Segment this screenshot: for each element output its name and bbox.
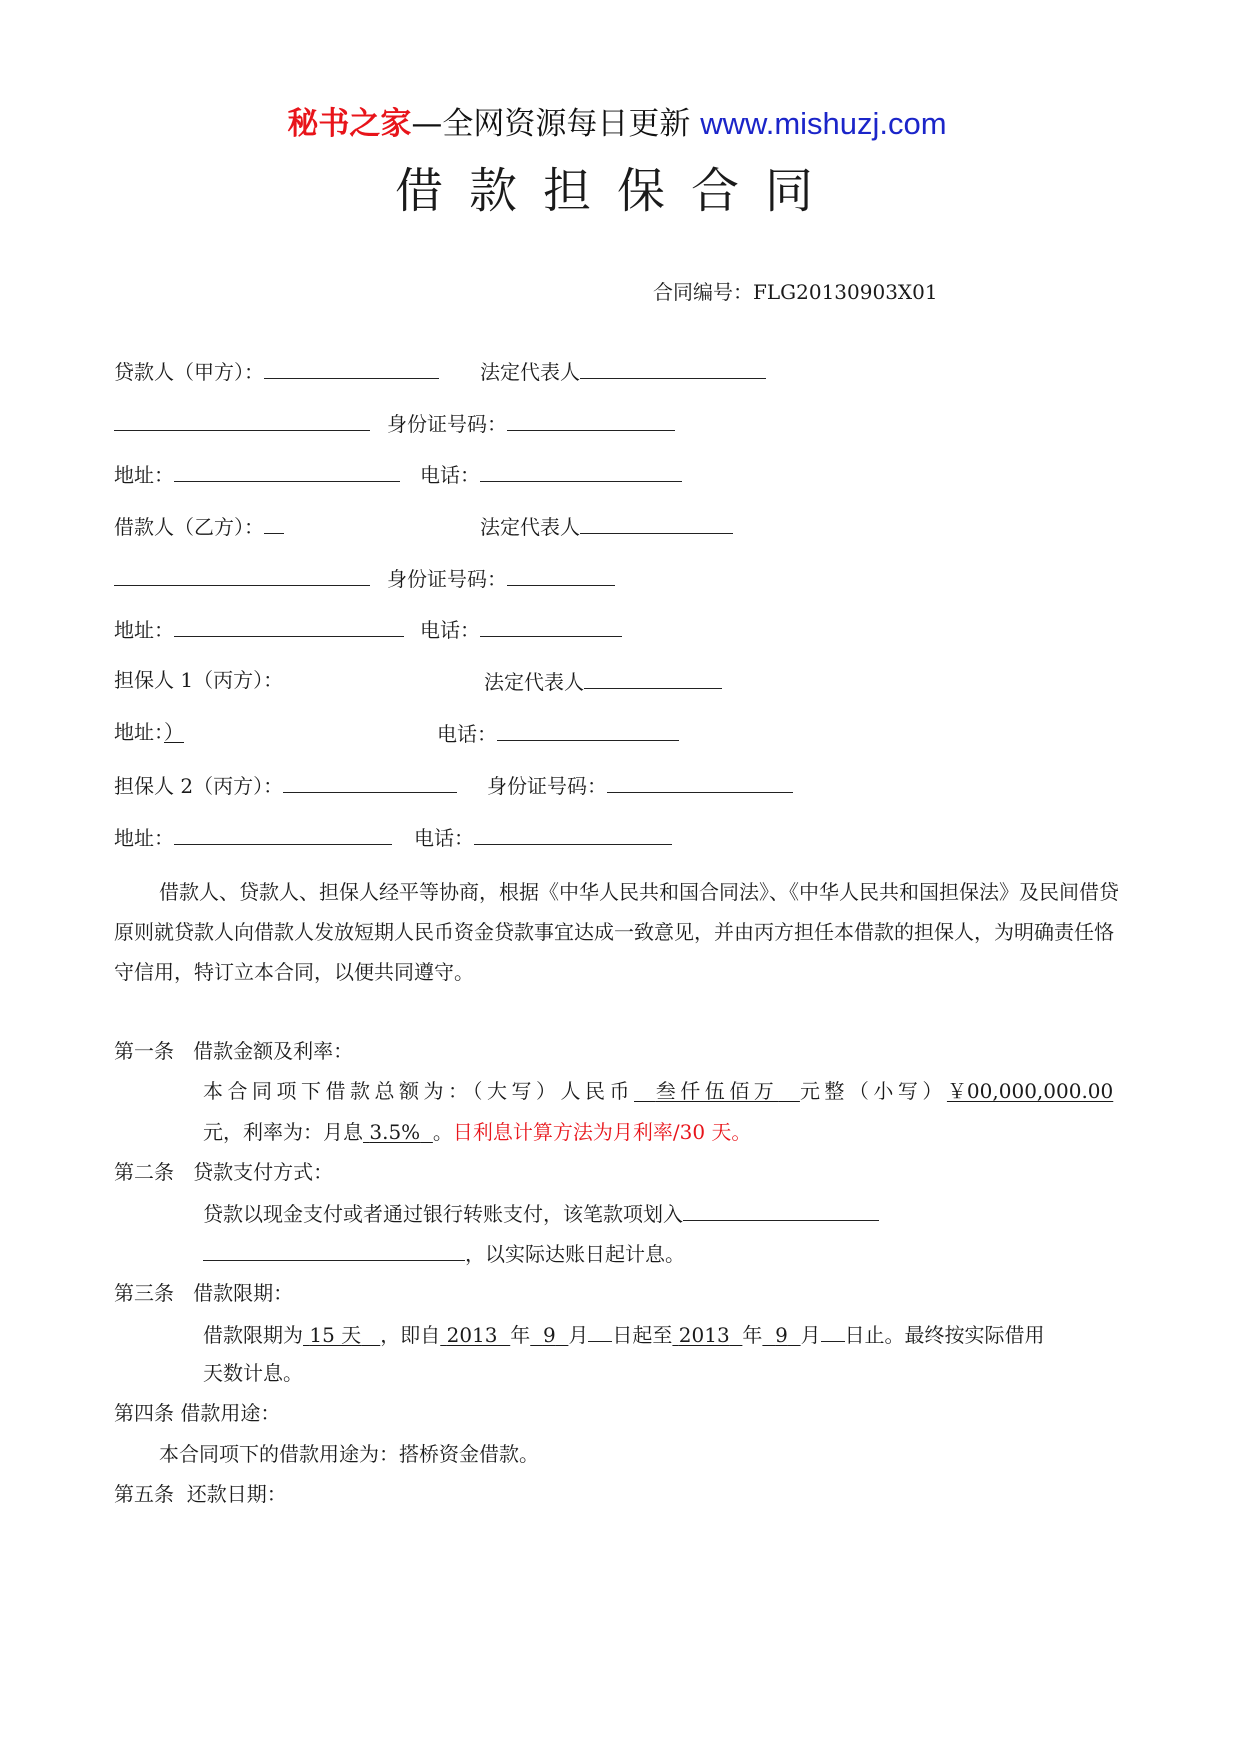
article-2-text-2: ，以实际达账日起计息。 — [465, 1242, 685, 1266]
guarantor1-address-line — [114, 718, 184, 746]
article-3-text-1: 借款限期为 — [203, 1323, 303, 1347]
borrower-phone-line — [420, 614, 622, 644]
guarantor2-name-blank[interactable] — [283, 770, 457, 793]
article-1-title: 借款金额及利率： — [193, 1039, 354, 1063]
borrower-rep-line — [480, 511, 733, 541]
lender-id-line — [114, 408, 370, 438]
article-4-text: 本合同项下的借款用途为：搭桥资金借款。 — [159, 1442, 539, 1466]
borrower-address-line — [114, 614, 404, 644]
lender-name-blank[interactable] — [264, 356, 439, 379]
guarantor2-phone-blank[interactable] — [474, 822, 672, 845]
phone-label: 电话： — [420, 618, 480, 642]
borrower-address-blank[interactable] — [174, 614, 404, 637]
article-3-line-2: 天数计息。 — [203, 1361, 303, 1385]
guarantor1-phone-blank[interactable] — [497, 718, 679, 741]
lender-phone-line — [420, 459, 682, 489]
guarantor1-line — [114, 666, 283, 694]
header-slogan: —全网资源每日更新 — [411, 106, 691, 142]
guarantor1-rep-blank[interactable] — [584, 666, 722, 689]
amount-words[interactable]: 叁仟伍佰万 — [655, 1079, 779, 1103]
borrower-name-blank[interactable] — [264, 511, 284, 534]
guarantor2-address-blank[interactable] — [174, 822, 392, 845]
article-4-title: 借款用途： — [180, 1401, 281, 1425]
article-1-text-3: 元，利率为：月息 — [203, 1120, 363, 1144]
article-5-label: 第五条 — [114, 1482, 174, 1506]
article-3-title: 借款限期： — [193, 1281, 294, 1305]
legal-rep-label: 法定代表人 — [484, 670, 584, 694]
article-3-text-3: 年 — [510, 1323, 531, 1347]
start-day-blank[interactable] — [588, 1319, 612, 1342]
article-5-heading — [114, 1480, 287, 1508]
guarantor1-address-value[interactable]: ） — [164, 720, 184, 744]
interest-note: 日利息计算方法为月利率/30 天。 — [452, 1120, 752, 1144]
lender-address-line — [114, 459, 400, 489]
borrower-phone-blank[interactable] — [480, 614, 622, 637]
phone-label: 电话： — [414, 826, 474, 850]
article-4-label: 第四条 — [114, 1401, 174, 1425]
borrower-id-blank[interactable] — [507, 563, 615, 586]
article-2-text-1: 贷款以现金支付或者通过银行转账支付，该笔款项划入 — [203, 1202, 683, 1226]
address-label: 地址： — [114, 618, 174, 642]
payment-account-blank-2[interactable] — [203, 1238, 465, 1261]
id-label: 身份证号码： — [387, 567, 507, 591]
guarantor2-line — [114, 770, 457, 800]
guarantor2-id-label: 身份证号码： — [487, 774, 607, 798]
lender-rep-blank[interactable] — [580, 356, 766, 379]
borrower-label: 借款人（乙方）： — [114, 515, 264, 539]
lender-id-field — [387, 408, 675, 438]
end-month[interactable]: 9 — [775, 1323, 788, 1347]
phone-label: 电话： — [420, 463, 480, 487]
article-3-text-8: 日止。最终按实际借用 — [844, 1323, 1045, 1347]
loan-days[interactable]: 15 天 — [309, 1323, 362, 1347]
article-2-line-1 — [203, 1198, 879, 1228]
article-3-heading — [114, 1279, 293, 1307]
lender-rep-line — [480, 356, 766, 386]
lender-label: 贷款人（甲方）： — [114, 360, 264, 384]
guarantor1-rep-line — [484, 666, 722, 696]
article-2-line-2 — [203, 1238, 685, 1268]
address-label: 地址： — [114, 720, 164, 744]
phone-label: 电话： — [437, 722, 497, 746]
header-url[interactable]: www.mishuzj.com — [700, 106, 947, 141]
guarantor1-phone-line — [437, 718, 679, 748]
lender-extra-blank[interactable] — [114, 408, 370, 431]
address-label: 地址： — [114, 463, 174, 487]
legal-rep-label: 法定代表人 — [480, 360, 580, 384]
article-3-text-5: 日起至 — [612, 1323, 673, 1347]
lender-phone-blank[interactable] — [480, 459, 682, 482]
guarantor1-label: 担保人 1（丙方）： — [114, 668, 284, 692]
article-1-heading — [114, 1037, 353, 1065]
article-3-label: 第三条 — [114, 1281, 174, 1305]
borrower-rep-blank[interactable] — [580, 511, 733, 534]
guarantor2-id-line — [487, 770, 793, 800]
lender-id-blank[interactable] — [507, 408, 675, 431]
borrower-extra-blank[interactable] — [114, 563, 370, 586]
guarantor2-label: 担保人 2（丙方）： — [114, 774, 284, 798]
article-1-line-1 — [203, 1077, 1113, 1105]
start-month[interactable]: 9 — [542, 1323, 556, 1347]
article-1-label: 第一条 — [114, 1039, 174, 1063]
id-label: 身份证号码： — [387, 412, 507, 436]
article-1-text-2: 元整（小写） — [799, 1079, 947, 1103]
end-year[interactable]: 2013 — [678, 1323, 730, 1347]
article-5-title: 还款日期： — [186, 1482, 287, 1506]
article-2-heading — [114, 1158, 333, 1186]
article-3-text-4: 月 — [568, 1323, 589, 1347]
article-1-text-4: 。 — [432, 1120, 453, 1144]
article-3-text-7: 月 — [800, 1323, 821, 1347]
lender-line — [114, 356, 439, 386]
payment-account-blank[interactable] — [683, 1198, 879, 1221]
document-title: 借款担保合同 — [394, 163, 839, 219]
start-year[interactable]: 2013 — [446, 1323, 498, 1347]
guarantor2-address-line — [114, 822, 392, 852]
end-day-blank[interactable] — [821, 1319, 845, 1342]
borrower-line — [114, 511, 284, 541]
site-header — [0, 104, 1234, 144]
preamble-paragraph: 借款人、贷款人、担保人经平等协商，根据《中华人民共和国合同法》、《中华人民共和国担保法》及民间借贷原则就贷款人向借款人发放短期人民币资金贷款事宜达成一致意见，并由丙方担任本借款的担保人，为明确责任恪守信用，特订立本合同，以便共同遵守。 — [114, 880, 1119, 984]
borrower-extra-line — [114, 563, 370, 593]
interest-rate[interactable]: 3.5% — [369, 1120, 421, 1144]
article-1-text-1: 本合同项下借款总额为：（大写）人民币 — [203, 1079, 634, 1103]
article-2-title: 贷款支付方式： — [193, 1160, 334, 1184]
contract-number: 合同编号：FLG20130903X01 — [653, 280, 938, 304]
amount-figure[interactable]: ￥00,000,000.00 — [946, 1079, 1114, 1103]
article-3-text-6: 年 — [742, 1323, 763, 1347]
article-2-label: 第二条 — [114, 1160, 174, 1184]
guarantor2-phone-line — [414, 822, 672, 852]
address-label: 地址： — [114, 826, 174, 850]
legal-rep-label: 法定代表人 — [480, 515, 580, 539]
article-3-line-1 — [203, 1319, 1045, 1349]
borrower-id-field — [387, 563, 615, 593]
lender-address-blank[interactable] — [174, 459, 400, 482]
guarantor2-id-blank[interactable] — [607, 770, 793, 793]
article-1-line-2 — [203, 1118, 751, 1146]
article-3-text-2: ，即自 — [380, 1323, 441, 1347]
header-brand: 秘书之家 — [287, 106, 412, 142]
article-4-heading — [114, 1399, 280, 1427]
